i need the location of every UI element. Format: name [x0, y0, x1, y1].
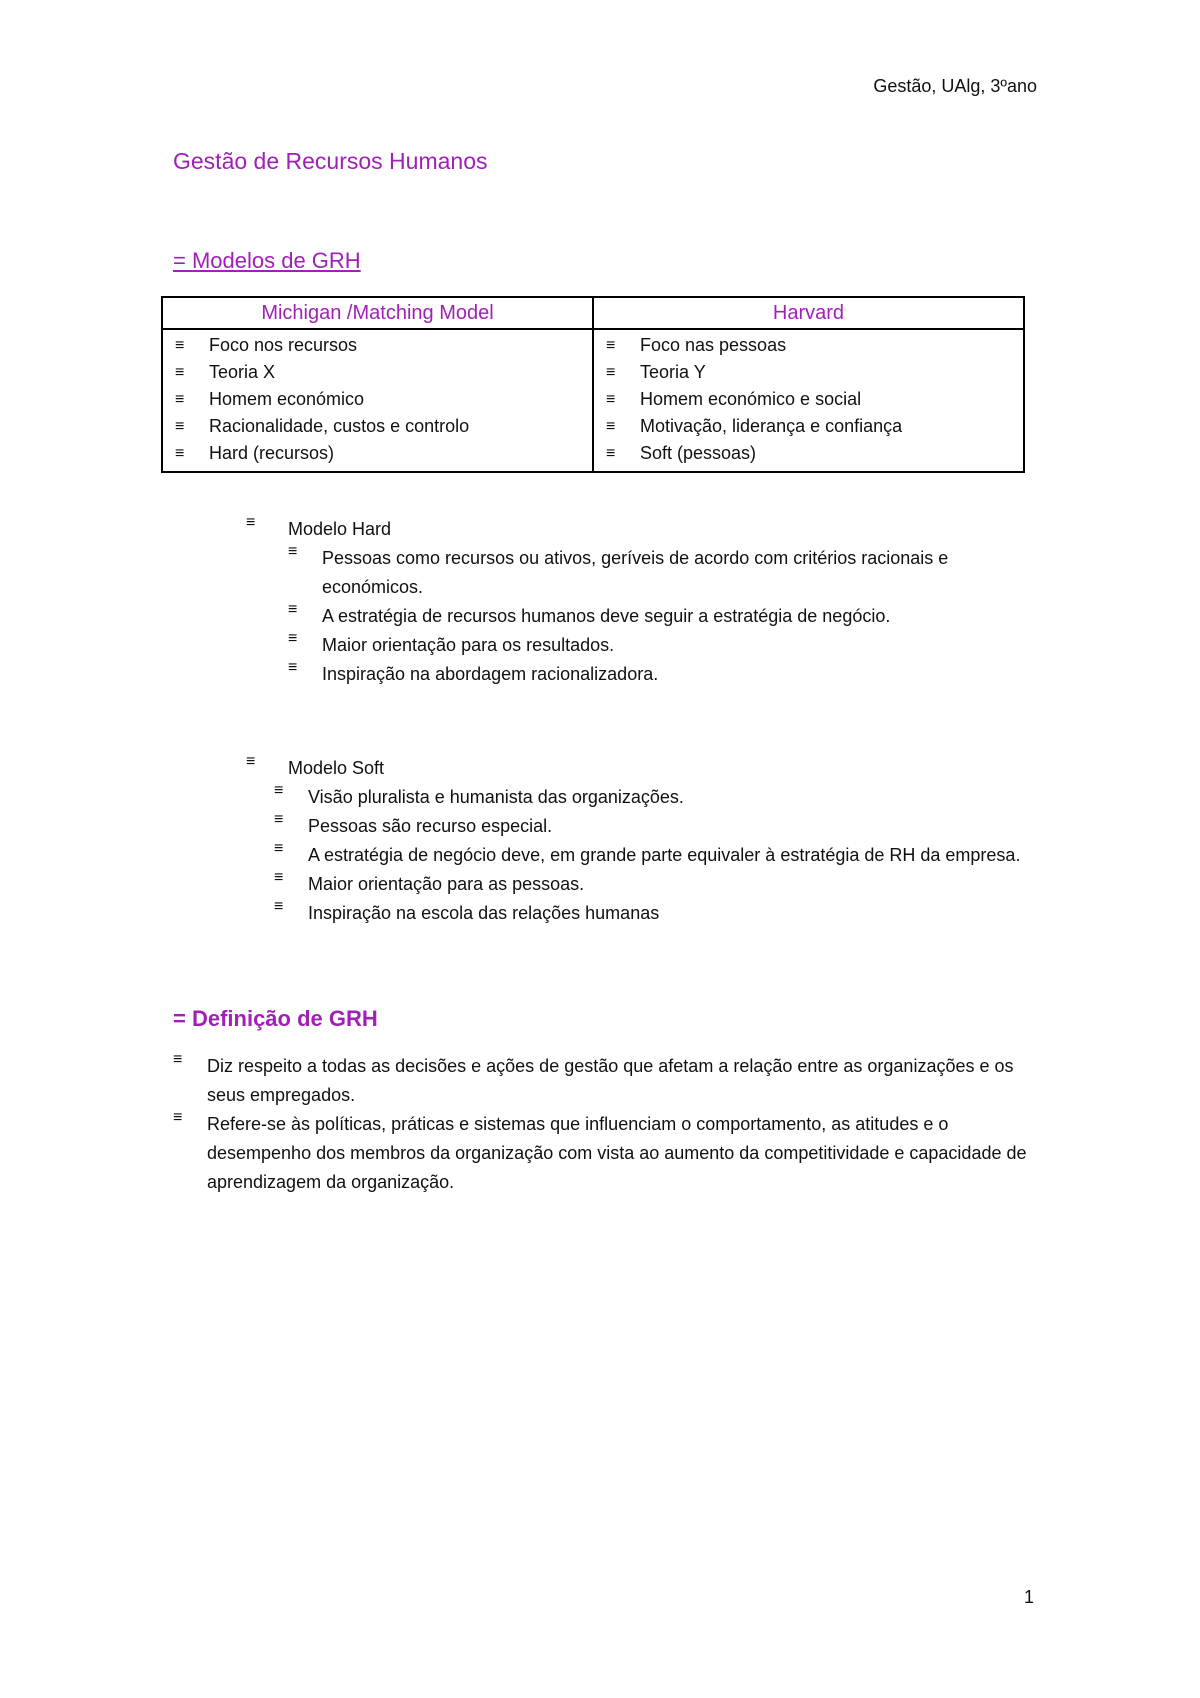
list-item: [175, 386, 592, 413]
list-bullet-icon: ≡: [274, 898, 284, 915]
list-bullet-icon: ≡: [288, 630, 298, 647]
table-header-michigan: Michigan /Matching Model: [162, 297, 593, 329]
list-item-text: Maior orientação para as pessoas.: [308, 874, 585, 894]
modelo-soft-list: [246, 754, 1026, 928]
document-title: Gestão de Recursos Humanos: [173, 148, 488, 174]
list-item: [175, 440, 592, 467]
section-heading-definicao: = Definição de GRH: [173, 1006, 378, 1031]
list-item: [173, 1052, 1033, 1110]
list-item: [606, 413, 1023, 440]
list-bullet-icon: ≡: [175, 417, 185, 435]
list-bullet-icon: ≡: [606, 417, 616, 435]
list-bullet-icon: ≡: [175, 336, 185, 354]
list-item-text: A estratégia de recursos humanos deve seguir a estratégia de negócio.: [322, 606, 891, 626]
modelo-soft-heading: [246, 754, 1026, 783]
running-header: Gestão, UAlg, 3ºano: [873, 76, 1037, 96]
cell-text: Soft (pessoas): [640, 443, 757, 463]
list-bullet-icon: ≡: [274, 782, 284, 799]
list-item-text: Diz respeito a todas as decisões e ações de gestão que afetam a relação entre as organizações e os seus empregados.: [207, 1056, 1014, 1105]
list-item-text: A estratégia de negócio deve, em grande parte equivaler à estratégia de RH da empresa.: [308, 845, 1021, 865]
list-item: [288, 660, 1026, 689]
list-item: [274, 899, 1026, 928]
cell-text: Teoria X: [209, 362, 276, 382]
modelo-hard-label: Modelo Hard: [288, 519, 392, 539]
cell-text: Teoria Y: [640, 362, 706, 382]
list-item-text: Pessoas como recursos ou ativos, geríveis de acordo com critérios racionais e económicos.: [322, 548, 949, 597]
list-bullet-icon: ≡: [246, 753, 256, 770]
list-bullet-icon: ≡: [246, 514, 256, 531]
list-item: [274, 841, 1026, 870]
modelo-soft-label: Modelo Soft: [288, 758, 385, 778]
list-item-text: Maior orientação para os resultados.: [322, 635, 615, 655]
models-comparison-table: [161, 296, 1025, 473]
list-bullet-icon: ≡: [173, 1109, 183, 1126]
list-item: [175, 359, 592, 386]
cell-text: Hard (recursos): [209, 443, 335, 463]
list-bullet-icon: ≡: [606, 363, 616, 381]
list-bullet-icon: ≡: [274, 869, 284, 886]
list-bullet-icon: ≡: [175, 444, 185, 462]
list-item-text: Visão pluralista e humanista das organizações.: [308, 787, 684, 807]
list-item: [274, 812, 1026, 841]
list-item: [288, 631, 1026, 660]
table-header-harvard: Harvard: [593, 297, 1024, 329]
section-heading-modelos: = Modelos de GRH: [173, 248, 361, 273]
list-item: [606, 386, 1023, 413]
list-item: [288, 602, 1026, 631]
cell-text: Homem económico e social: [640, 389, 862, 409]
table-column-harvard: [593, 329, 1024, 472]
page-number: 1: [1023, 1587, 1034, 1607]
list-item: [175, 332, 592, 359]
list-bullet-icon: ≡: [175, 363, 185, 381]
list-bullet-icon: ≡: [606, 336, 616, 354]
list-item: [274, 783, 1026, 812]
modelo-hard-heading: [246, 515, 1026, 544]
list-bullet-icon: ≡: [606, 444, 616, 462]
modelo-hard-list: [246, 515, 1026, 689]
list-item: [173, 1110, 1033, 1197]
list-item-text: Refere-se às políticas, práticas e sistemas que influenciam o comportamento, as atitudes e o desempenho dos membros da organização com vista ao aumento da competitividade e capacidade de aprendizagem da organização.: [207, 1114, 1027, 1192]
definicao-list: [173, 1052, 1033, 1197]
list-item: [606, 359, 1023, 386]
list-item: [274, 870, 1026, 899]
cell-text: Racionalidade, custos e controlo: [209, 416, 470, 436]
list-bullet-icon: ≡: [288, 659, 298, 676]
cell-text: Homem económico: [209, 389, 365, 409]
list-item: [175, 413, 592, 440]
list-item: [606, 440, 1023, 467]
cell-text: Foco nas pessoas: [640, 335, 787, 355]
list-item-text: Inspiração na abordagem racionalizadora.: [322, 664, 659, 684]
list-bullet-icon: ≡: [274, 840, 284, 857]
list-item: [288, 544, 1026, 602]
list-bullet-icon: ≡: [173, 1051, 183, 1068]
list-item-text: Inspiração na escola das relações humanas: [308, 903, 660, 923]
list-bullet-icon: ≡: [288, 543, 298, 560]
cell-text: Motivação, liderança e confiança: [640, 416, 903, 436]
list-bullet-icon: ≡: [606, 390, 616, 408]
list-item-text: Pessoas são recurso especial.: [308, 816, 553, 836]
list-item: [606, 332, 1023, 359]
cell-text: Foco nos recursos: [209, 335, 358, 355]
list-bullet-icon: ≡: [175, 390, 185, 408]
list-bullet-icon: ≡: [288, 601, 298, 618]
table-column-michigan: [162, 329, 593, 472]
list-bullet-icon: ≡: [274, 811, 284, 828]
